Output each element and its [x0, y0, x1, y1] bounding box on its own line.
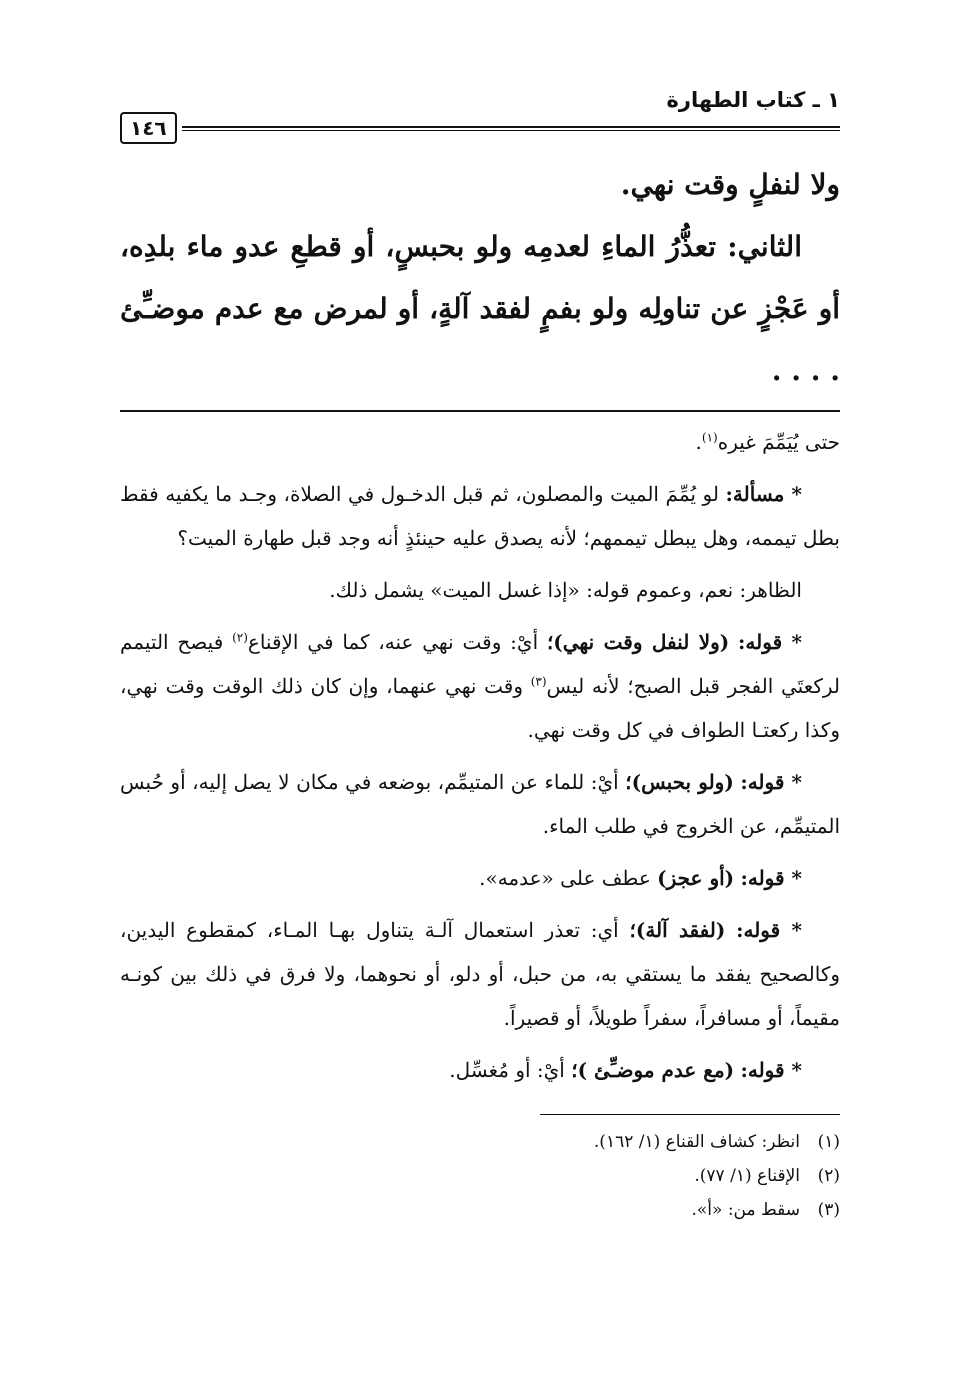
- qawluhu-label: * قوله:: [740, 866, 802, 890]
- matn-separator: [120, 410, 840, 412]
- qawluhu-label: * قوله:: [738, 630, 803, 654]
- footnote-ref[interactable]: (٣): [530, 674, 547, 689]
- commentary-text: لو يُمِّمَ الميت والمصلون، ثم قبل الدخـول في الصلاة، وجـد ما يكفيه فقط بطل تيممه، وهل يبطل تيممهم؛ لأنه يصدق عليه حينئذٍ أنه وجد قبل طهارة الميت؟: [120, 482, 840, 550]
- commentary-paragraph: [120, 472, 840, 560]
- footnote-separator: [540, 1114, 840, 1115]
- footnote-ref[interactable]: (١): [701, 430, 718, 445]
- commentary-paragraph: [120, 760, 840, 848]
- commentary-paragraph: [120, 908, 840, 1040]
- footnote: [120, 1159, 840, 1193]
- commentary-paragraph: [120, 1048, 840, 1092]
- commentary-text: عطف على «عدمه».: [479, 866, 651, 890]
- quoted-matn: (مع عدم موضـِّئ )؛: [571, 1058, 735, 1082]
- commentary-text: أيْ: وقت نهي عنه، كما في الإقناع: [247, 630, 539, 654]
- qawluhu-label: * قوله:: [740, 1058, 802, 1082]
- matn-line: ولا لنفلٍ وقت نهي.: [620, 168, 840, 201]
- commentary: [120, 420, 840, 1092]
- page-number: ١٤٦: [120, 112, 177, 144]
- commentary-paragraph: [120, 620, 840, 752]
- quoted-matn: (لفقد آلة)؛: [629, 918, 726, 942]
- commentary-text: أيْ: للماء عن المتيمِّم، بوضعه في مكان لا يصل إليه، أو حُبس المتيمِّم، عن الخروج في طلب الماء.: [120, 770, 840, 838]
- footnote-text: سقط من: «أ».: [691, 1200, 800, 1220]
- footnote-ref[interactable]: (٢): [232, 630, 248, 645]
- footnote: [120, 1193, 840, 1227]
- footnotes: [120, 1125, 840, 1227]
- footnote-number: (٢): [817, 1166, 840, 1186]
- commentary-text: أي: تعذر استعمال آلـة يتناول بهـا المـاء، كمقطوع اليدين، وكالصحيح يفقد ما يستقي به، من حبل، أو دلو، أو نحوهما، ولا فرق في ذلك بين كونـه مقيماً، أو مسافراً، سفراً طويلاً، أو قصيراً.: [120, 918, 840, 1030]
- commentary-text: حتى يُيَمِّمَ غيره: [717, 430, 840, 454]
- footnote: [120, 1125, 840, 1159]
- commentary-text: أيْ: أو مُغسِّل.: [449, 1058, 565, 1082]
- qawluhu-label: * قوله:: [740, 770, 803, 794]
- running-title: ١ ـ كتاب الطهارة: [666, 88, 840, 112]
- matn-text: [120, 154, 840, 402]
- commentary-text: .: [695, 430, 702, 454]
- commentary-text: الظاهر: نعم، وعموم قوله: «إذا غسل الميت» يشمل ذلك.: [329, 578, 802, 602]
- qawluhu-label: * قوله:: [736, 918, 803, 942]
- quoted-matn: (ولا لنفل وقت نهي)؛: [546, 630, 730, 654]
- matn-paragraph: الثاني: تعذُّرُ الماءِ لعدمِه ولو بحبسٍ، أو قطعِ عدو ماء بلدِه، أو عَجْزٍ عن تناولِه ولو بفمٍ لفقد آلةٍ، أو لمرض مع عدم موضـِّئ . . . .: [120, 230, 840, 387]
- commentary-paragraph: [120, 856, 840, 900]
- footnote-text: الإقناع (١/ ٧٧).: [694, 1166, 800, 1186]
- quoted-matn: (ولو بحبس)؛: [625, 770, 734, 794]
- commentary-text: وقت نهي عنهما، وإن كان ذلك الوقت وقت نهي، وكذا ركعتـا الطواف في كل وقت نهي.: [120, 674, 840, 742]
- commentary-paragraph: [120, 568, 840, 612]
- footnote-number: (١): [817, 1132, 840, 1152]
- page-header: [120, 88, 840, 148]
- commentary-text: فيصح التيمم لركعتَي الفجر قبل الصبح؛ لأنه ليس: [120, 630, 841, 698]
- issue-label: * مسألة:: [725, 482, 802, 506]
- document-page: [120, 88, 840, 1338]
- footnote-number: (٣): [817, 1200, 840, 1220]
- commentary-paragraph: [120, 420, 840, 464]
- quoted-matn: (أو عجز): [657, 866, 735, 890]
- footnote-text: انظر: كشاف القناع (١/ ١٦٢).: [593, 1132, 800, 1152]
- header-rule: [182, 126, 840, 131]
